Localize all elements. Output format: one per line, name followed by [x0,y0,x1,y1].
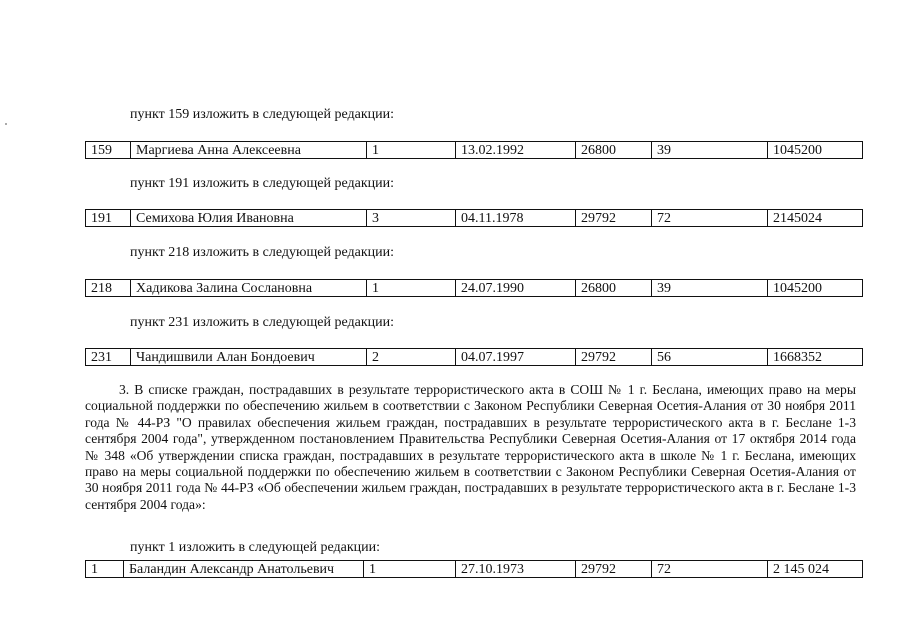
instruction-231: пункт 231 изложить в следующей редакции: [130,315,394,330]
cell-date: 04.07.1997 [456,349,576,366]
cell-cost: 26800 [576,280,652,297]
cell-date: 13.02.1992 [456,142,576,159]
instruction-218: пункт 218 изложить в следующей редакции: [130,245,394,260]
cell-date: 27.10.1973 [456,561,576,578]
cell-number: 1 [86,561,124,578]
cell-number: 159 [86,142,131,159]
cell-total: 1668352 [768,349,863,366]
cell-area: 72 [652,561,768,578]
table-row [85,348,863,366]
instruction-1: пункт 1 изложить в следующей редакции: [130,540,380,555]
cell-date: 24.07.1990 [456,280,576,297]
cell-total: 2145024 [768,210,863,227]
cell-date: 04.11.1978 [456,210,576,227]
cell-cost: 26800 [576,142,652,159]
table-row [85,279,863,297]
cell-cost: 29792 [576,349,652,366]
cell-cost: 29792 [576,210,652,227]
cell-family-size: 3 [367,210,456,227]
paragraph-3 [85,382,856,513]
cell-cost: 29792 [576,561,652,578]
cell-family-size: 2 [367,349,456,366]
table-row [85,209,863,227]
cell-area: 39 [652,142,768,159]
cell-area: 56 [652,349,768,366]
paragraph-3-text: 3. В списке граждан, пострадавших в результате террористического акта в СОШ № 1 г. Беслана, имеющих право на меры социальной поддержки по обеспечению жильем в соответствии с Законом Республики Северная Осетия-Алания от 30 ноября 2011 года № 44-РЗ "О правилах обеспечения жильем граждан, пострадавших в результате террористического акта в г. Беслане 1-3 сентября 2004 года", утвержденном постановлением Правительства Республики Северная Осетия-Алания от 17 октября 2014 года № 348 «Об утверждении списка граждан, пострадавших в результате террористического акта в школе № 1 г. Беслана, имеющих право на меры социальной поддержки по обеспечению жильем в соответствии с Законом Республики Северная Осетия-Алания от 30 ноября 2011 года № 44-РЗ «Об обеспечении жильем граждан, пострадавших в результате террористического акта в г. Беслане 1-3 сентября 2004 года»: [85,382,856,512]
cell-total: 1045200 [768,280,863,297]
cell-family-size: 1 [367,280,456,297]
cell-area: 72 [652,210,768,227]
cell-name: Хадикова Залина Сослановна [131,280,367,297]
instruction-191: пункт 191 изложить в следующей редакции: [130,176,394,191]
table-row [85,560,863,578]
cell-total: 1045200 [768,142,863,159]
cell-family-size: 1 [364,561,456,578]
cell-total: 2 145 024 [768,561,863,578]
cell-name: Чандишвили Алан Бондоевич [131,349,367,366]
cell-area: 39 [652,280,768,297]
scan-speck [5,123,7,125]
cell-number: 191 [86,210,131,227]
cell-name: Баландин Александр Анатольевич [124,561,364,578]
cell-family-size: 1 [367,142,456,159]
instruction-159: пункт 159 изложить в следующей редакции: [130,107,394,122]
cell-name: Маргиева Анна Алексеевна [131,142,367,159]
table-row [85,141,863,159]
cell-name: Семихова Юлия Ивановна [131,210,367,227]
cell-number: 218 [86,280,131,297]
cell-number: 231 [86,349,131,366]
